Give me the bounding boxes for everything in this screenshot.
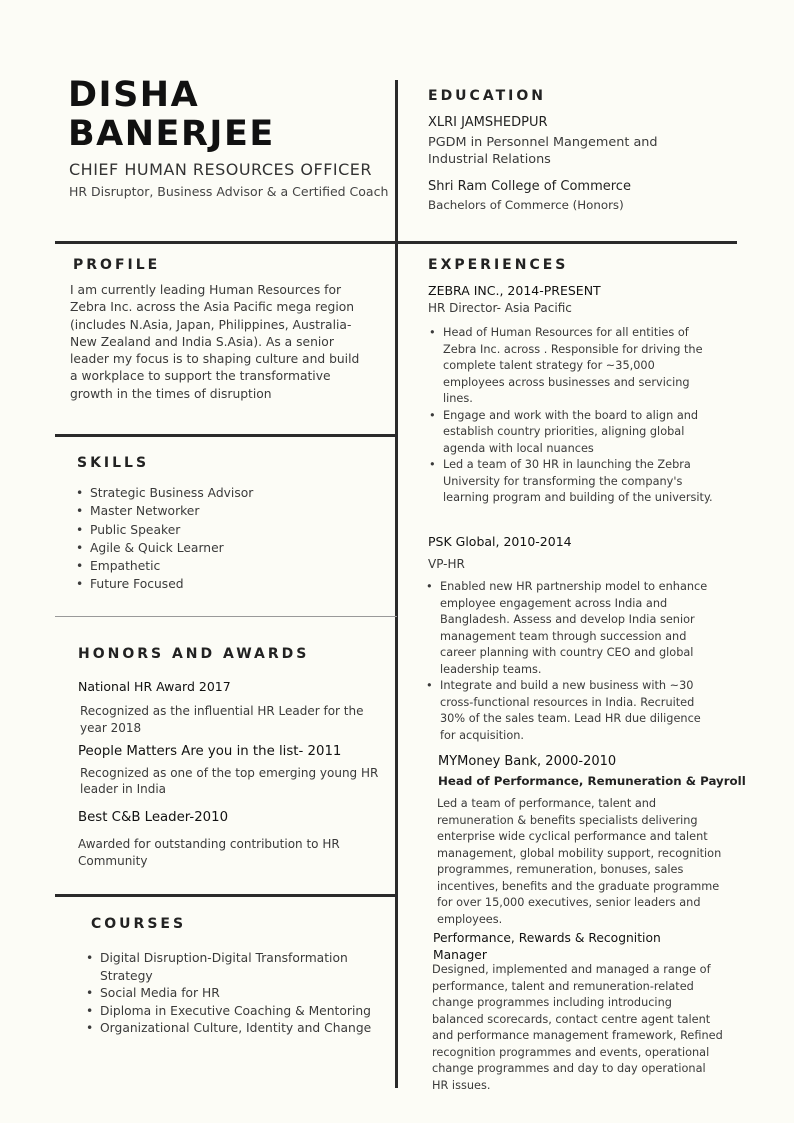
column-divider <box>395 80 398 1088</box>
skill-item: • Agile & Quick Learner <box>74 539 374 557</box>
profile-heading: PROFILE <box>73 257 161 273</box>
company-name: ZEBRA INC., 2014-PRESENT <box>428 283 601 298</box>
award-desc: Recognized as the influential HR Leader for the year 2018 <box>80 704 364 735</box>
education-section <box>428 115 718 213</box>
award-title: People Matters Are you in the list- 2011 <box>78 744 342 759</box>
job-description: Designed, implemented and managed a range of performance, talent and remuneration-related change programmes including introducing balanced scorecards, contact centre agent talent and performance management framework, Refined recognition programmes and events, operational change programmes and day to day operational HR issues. <box>432 963 723 1092</box>
courses-heading: COURSES <box>91 916 187 932</box>
course-item: • Social Media for HR <box>84 985 374 1003</box>
school-name: Shri Ram College of Commerce <box>428 178 631 194</box>
skills-heading: SKILLS <box>77 455 150 471</box>
bullet-item: • Head of Human Resources for all entities of Zebra Inc. across . Responsible for driving the complete talent strategy for ~35,000 employees across businesses and servicing lines. <box>427 325 717 408</box>
skill-item: • Public Speaker <box>74 521 374 539</box>
job-role: Performance, Rewards & Recognition Manager <box>433 931 661 962</box>
company-name: MYMoney Bank, 2000-2010 <box>438 754 617 769</box>
job-title: CHIEF HUMAN RESOURCES OFFICER <box>69 160 373 179</box>
award-desc: Awarded for outstanding contribution to HR Community <box>78 837 340 868</box>
education-heading: EDUCATION <box>428 88 546 104</box>
experiences-heading: EXPERIENCES <box>428 257 569 273</box>
section-divider <box>55 241 737 244</box>
profile-text: I am currently leading Human Resources for Zebra Inc. across the Asia Pacific mega region (includes N.Asia, Japan, Philippines, Australia-New Zealand and India S.Asia). As a senior leader my focus is to shaping culture and build a workplace to support the transformative growth in the times of disruption <box>70 283 360 401</box>
section-divider <box>55 434 397 437</box>
skill-item: • Master Networker <box>74 502 374 520</box>
tagline: HR Disruptor, Business Advisor & a Certified Coach <box>69 184 389 199</box>
award-desc: Recognized as one of the top emerging young HR leader in India <box>80 766 379 796</box>
degree: Bachelors of Commerce (Honors) <box>428 197 624 212</box>
course-item: • Digital Disruption-Digital Transformation Strategy <box>84 950 374 985</box>
section-divider <box>55 894 397 897</box>
job-description: Led a team of performance, talent and remuneration & benefits specialists delivering enterprise wide cyclical performance and talent management, global mobility support, recognition programmes, remuneration, bonuses, sales incentives, benefits and the graduate programme for over 15,000 executives, senior leaders and employees. <box>437 797 722 926</box>
award-title: National HR Award 2017 <box>78 679 231 694</box>
zebra-bullets <box>427 325 717 507</box>
psk-bullets <box>424 579 719 744</box>
job-role: HR Director- Asia Pacific <box>428 301 572 315</box>
courses-list <box>84 950 374 1038</box>
bullet-item: • Led a team of 30 HR in launching the Zebra University for transforming the company's learning program and building of the university. <box>427 457 717 507</box>
skill-item: • Future Focused <box>74 575 374 593</box>
bullet-item: • Integrate and build a new business with ~30 cross-functional resources in India. Recruited 30% of the sales team. Lead HR due diligence for acquisition. <box>424 678 719 744</box>
award-title: Best C&B Leader-2010 <box>78 810 229 825</box>
skill-item: • Strategic Business Advisor <box>74 484 374 502</box>
degree: PGDM in Personnel Mangement and Industrial Relations <box>428 135 658 168</box>
job-role: Head of Performance, Remuneration & Payroll <box>438 774 746 788</box>
candidate-name: DISHA BANERJEE <box>68 75 275 154</box>
section-divider <box>55 616 397 617</box>
job-role: VP-HR <box>428 557 465 571</box>
skill-item: • Empathetic <box>74 557 374 575</box>
course-item: • Diploma in Executive Coaching & Mentoring <box>84 1003 374 1021</box>
school-name: XLRI JAMSHEDPUR <box>428 115 548 130</box>
bullet-item: • Enabled new HR partnership model to enhance employee engagement across India and Bangladesh. Assess and develop India senior management team through succession and career planning with country CEO and global leadership teams. <box>424 579 719 678</box>
bullet-item: • Engage and work with the board to align and establish country priorities, aligning global agenda with local nuances <box>427 408 717 458</box>
course-item: • Organizational Culture, Identity and Change <box>84 1020 374 1038</box>
company-name: PSK Global, 2010-2014 <box>428 534 572 549</box>
skills-list <box>74 484 374 594</box>
honors-heading: HONORS AND AWARDS <box>78 646 310 662</box>
